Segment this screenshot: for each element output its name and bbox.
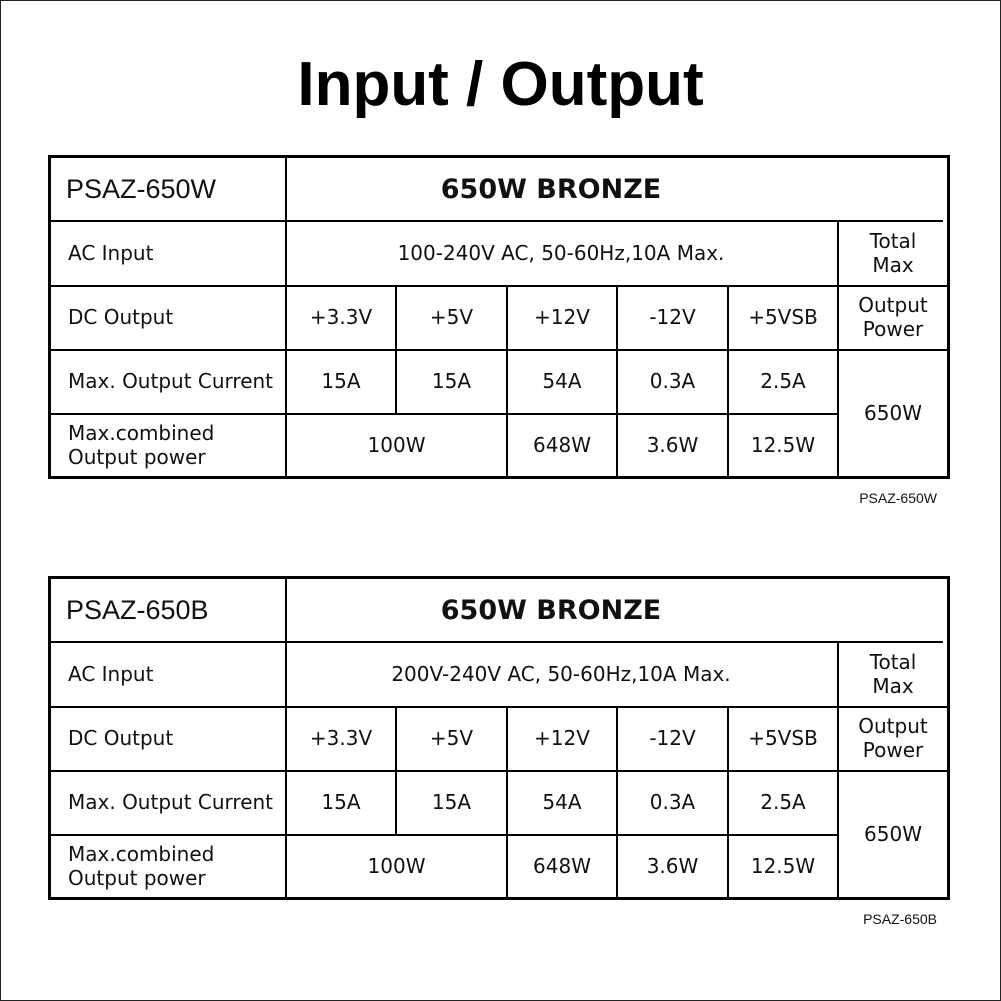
ac-input-value: 100-240V AC, 50-60Hz,10A Max. xyxy=(397,240,725,265)
rail-voltage: -12V xyxy=(649,305,696,329)
rail-current: 15A xyxy=(431,369,472,393)
dc-output-label: DC Output xyxy=(68,726,174,750)
total-max-label: Total Max xyxy=(869,649,917,698)
rail-current: 2.5A xyxy=(760,369,806,393)
combined-power-value: 3.6W xyxy=(646,853,699,878)
model-caption: PSAZ-650W xyxy=(859,490,937,506)
combined-power-label: Max.combined Output power xyxy=(68,420,215,469)
output-power-label: Output Power xyxy=(858,293,928,341)
ac-input-value: 200V-240V AC, 50-60Hz,10A Max. xyxy=(391,661,731,686)
dc-output-label: DC Output xyxy=(68,305,174,329)
model-caption: PSAZ-650B xyxy=(863,911,937,927)
combined-power-value: 648W xyxy=(533,432,591,457)
model-name: PSAZ-650B xyxy=(66,594,209,625)
combined-power-value: 100W xyxy=(367,853,426,878)
combined-power-label: Max.combined Output power xyxy=(68,841,215,890)
rail-voltage: +12V xyxy=(534,305,590,329)
combined-power-value: 3.6W xyxy=(646,432,699,457)
total-power-value: 650W xyxy=(864,821,922,846)
rail-current: 54A xyxy=(542,369,582,393)
combined-power-value: 100W xyxy=(367,432,426,457)
rail-voltage: +3.3V xyxy=(309,726,373,750)
ac-input-label: AC Input xyxy=(68,661,154,686)
rail-current: 15A xyxy=(321,369,361,393)
total-max-label: Total Max xyxy=(869,228,917,277)
ac-input-label: AC Input xyxy=(68,240,154,265)
rail-voltage: +5VSB xyxy=(748,305,818,329)
rail-voltage: +5V xyxy=(429,726,474,750)
spec-table xyxy=(48,576,950,900)
output-power-label: Output Power xyxy=(858,714,928,762)
combined-power-value: 12.5W xyxy=(750,853,816,878)
combined-power-value: 12.5W xyxy=(750,432,816,457)
max-output-current-label: Max. Output Current xyxy=(68,790,274,814)
spec-table xyxy=(48,155,950,479)
rail-current: 0.3A xyxy=(649,369,696,393)
rail-current: 54A xyxy=(542,790,582,814)
rating-title: 650W BRONZE xyxy=(440,594,662,626)
model-name: PSAZ-650W xyxy=(66,173,217,204)
rail-voltage: +3.3V xyxy=(309,305,373,329)
rail-current: 15A xyxy=(431,790,472,814)
total-power-value: 650W xyxy=(864,400,922,425)
rail-voltage: -12V xyxy=(649,726,696,750)
rail-voltage: +12V xyxy=(534,726,590,750)
page-title: Input / Output xyxy=(297,50,704,119)
rating-title: 650W BRONZE xyxy=(440,173,662,205)
combined-power-value: 648W xyxy=(533,853,591,878)
max-output-current-label: Max. Output Current xyxy=(68,369,274,393)
rail-voltage: +5VSB xyxy=(748,726,818,750)
rail-current: 15A xyxy=(321,790,361,814)
rail-current: 0.3A xyxy=(649,790,696,814)
rail-voltage: +5V xyxy=(429,305,474,329)
rail-current: 2.5A xyxy=(760,790,806,814)
